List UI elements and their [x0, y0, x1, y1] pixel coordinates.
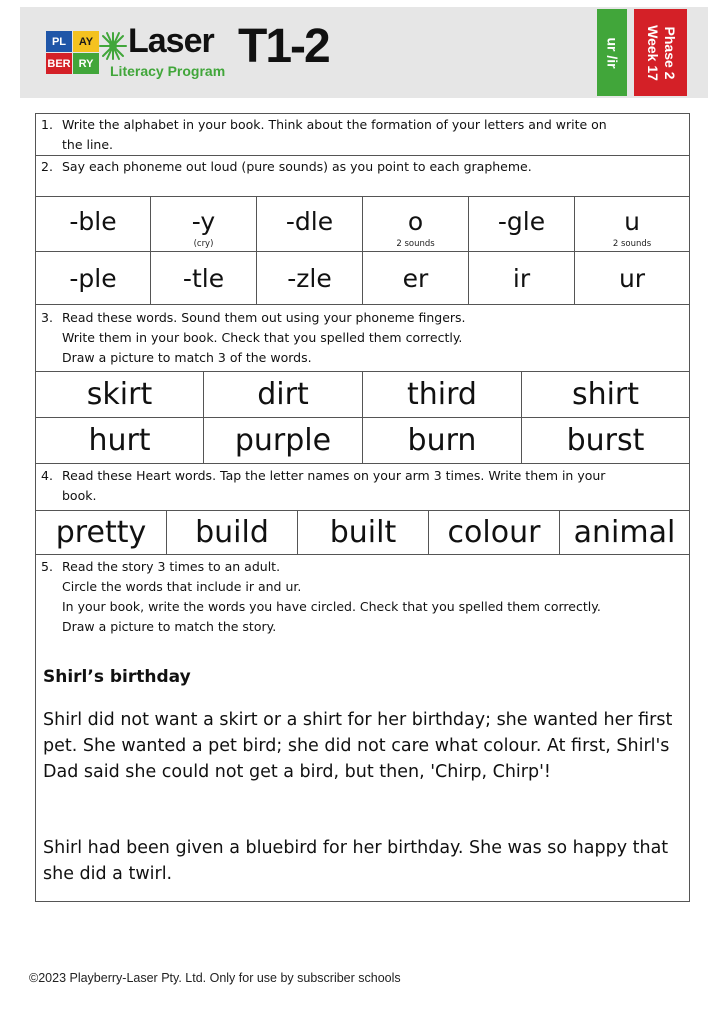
grapheme-cell [363, 197, 469, 251]
grapheme-cell [36, 197, 151, 251]
grapheme: -zle [287, 263, 332, 293]
grapheme: -ple [69, 263, 117, 293]
heart-word: colour [447, 515, 541, 550]
grapheme-cell [36, 252, 151, 304]
task-3 [36, 305, 689, 372]
word: purple [234, 423, 332, 458]
heart-word-row [36, 511, 689, 555]
word: third [407, 377, 477, 412]
logo-tile: PL [46, 31, 72, 52]
heart-word-cell [298, 511, 429, 554]
heart-word: build [195, 515, 269, 550]
grapheme: o [407, 206, 424, 236]
week-label: Week 17 [644, 24, 661, 81]
task-number: 1. [41, 117, 53, 132]
logo-word: Laser [128, 22, 214, 60]
word-cell [36, 372, 204, 417]
word-cell [36, 418, 204, 463]
word-cell [522, 372, 689, 417]
phase-week-label [644, 25, 678, 81]
task-number: 4. [41, 468, 53, 483]
word-cell [204, 418, 363, 463]
phase-label: Phase 2 [661, 26, 678, 79]
story-title: Shirl’s birthday [43, 667, 191, 687]
word: skirt [86, 377, 153, 412]
logo-tile: BER [46, 53, 72, 74]
focus-grapheme-tag [597, 9, 627, 96]
task-2 [36, 156, 689, 197]
task-4 [36, 464, 689, 511]
task-5-instructions [36, 555, 689, 637]
word: shirt [571, 377, 640, 412]
word: hurt [88, 423, 151, 458]
playberry-puzzle-logo [46, 31, 100, 75]
grapheme-cell [363, 252, 469, 304]
grapheme-cell [575, 252, 689, 304]
word: burst [566, 423, 645, 458]
task-text: the line. [62, 137, 114, 152]
grapheme-cell [151, 197, 257, 251]
grapheme-cell [575, 197, 689, 251]
worksheet [35, 113, 690, 902]
task-number: 3. [41, 310, 53, 325]
task-text: Say each phoneme out loud (pure sounds) as you point to each grapheme. [62, 159, 532, 174]
task-text: Write the alphabet in your book. Think about the formation of your letters and write on [62, 117, 607, 132]
task-text: Write them in your book. Check that you spelled them correctly. [62, 330, 463, 345]
grapheme-row [36, 252, 689, 305]
grapheme-note: (cry) [193, 239, 214, 249]
grapheme: -gle [497, 206, 546, 236]
task-text: Read these words. Sound them out using your phoneme fingers. [62, 310, 466, 325]
logo-subtitle: Literacy Program [110, 63, 226, 79]
focus-grapheme-label: ur /ir [604, 36, 621, 69]
word-row [36, 372, 689, 418]
heart-word: pretty [55, 515, 147, 550]
story-paragraph: Shirl did not want a skirt or a shirt for her birthday; she wanted her first pet. She wanted a pet bird; she did not care what colour. At first, Shirl's Dad said she could not get a bird, but then, 'Chirp, Chirp'! [43, 710, 673, 782]
laser-burst-icon [98, 31, 128, 61]
heart-word: built [329, 515, 397, 550]
phase-week-tag [634, 9, 687, 96]
task-text: In your book, write the words you have circled. Check that you spelled them correctly. [62, 599, 601, 614]
word: burn [407, 423, 477, 458]
word-cell [363, 418, 522, 463]
grapheme-cell [469, 197, 575, 251]
grapheme-note: 2 sounds [612, 239, 652, 249]
logo-tile: AY [73, 31, 99, 52]
grapheme-note: 2 sounds [396, 239, 435, 249]
level-label: T1-2 [238, 20, 329, 73]
grapheme: -y [191, 206, 216, 236]
story-paragraph: Shirl had been given a bluebird for her birthday. She was so happy that she did a twirl. [43, 838, 669, 884]
word-row [36, 418, 689, 464]
task-text: Read these Heart words. Tap the letter names on your arm 3 times. Write them in your [62, 468, 606, 483]
grapheme-cell [257, 197, 363, 251]
heart-word-cell [167, 511, 298, 554]
grapheme-row [36, 197, 689, 252]
grapheme-cell [257, 252, 363, 304]
grapheme: u [624, 206, 640, 236]
word-cell [363, 372, 522, 417]
task-text: Circle the words that include ir and ur. [62, 579, 302, 594]
task-text: Read the story 3 times to an adult. [62, 559, 281, 574]
grapheme: -dle [285, 206, 334, 236]
word-cell [522, 418, 689, 463]
task-text: Draw a picture to match 3 of the words. [62, 350, 312, 365]
heart-word-cell [36, 511, 167, 554]
grapheme: ir [512, 263, 531, 293]
grapheme-cell [469, 252, 575, 304]
grapheme: -tle [182, 263, 225, 293]
task-text: book. [62, 488, 97, 503]
grapheme: ur [618, 263, 646, 293]
task-number: 5. [41, 559, 53, 574]
grapheme: er [402, 263, 429, 293]
heart-word: animal [573, 515, 676, 550]
heart-word-cell [560, 511, 689, 554]
task-number: 2. [41, 159, 53, 174]
task-1 [36, 114, 689, 156]
logo-tile: RY [73, 53, 99, 74]
word: dirt [257, 377, 309, 412]
grapheme-cell [151, 252, 257, 304]
word-cell [204, 372, 363, 417]
task-5 [36, 555, 689, 901]
task-text: Draw a picture to match the story. [62, 619, 277, 634]
copyright-footer: ©2023 Playberry-Laser Pty. Ltd. Only for use by subscriber schools [29, 971, 401, 985]
grapheme: -ble [69, 206, 117, 236]
heart-word-cell [429, 511, 560, 554]
